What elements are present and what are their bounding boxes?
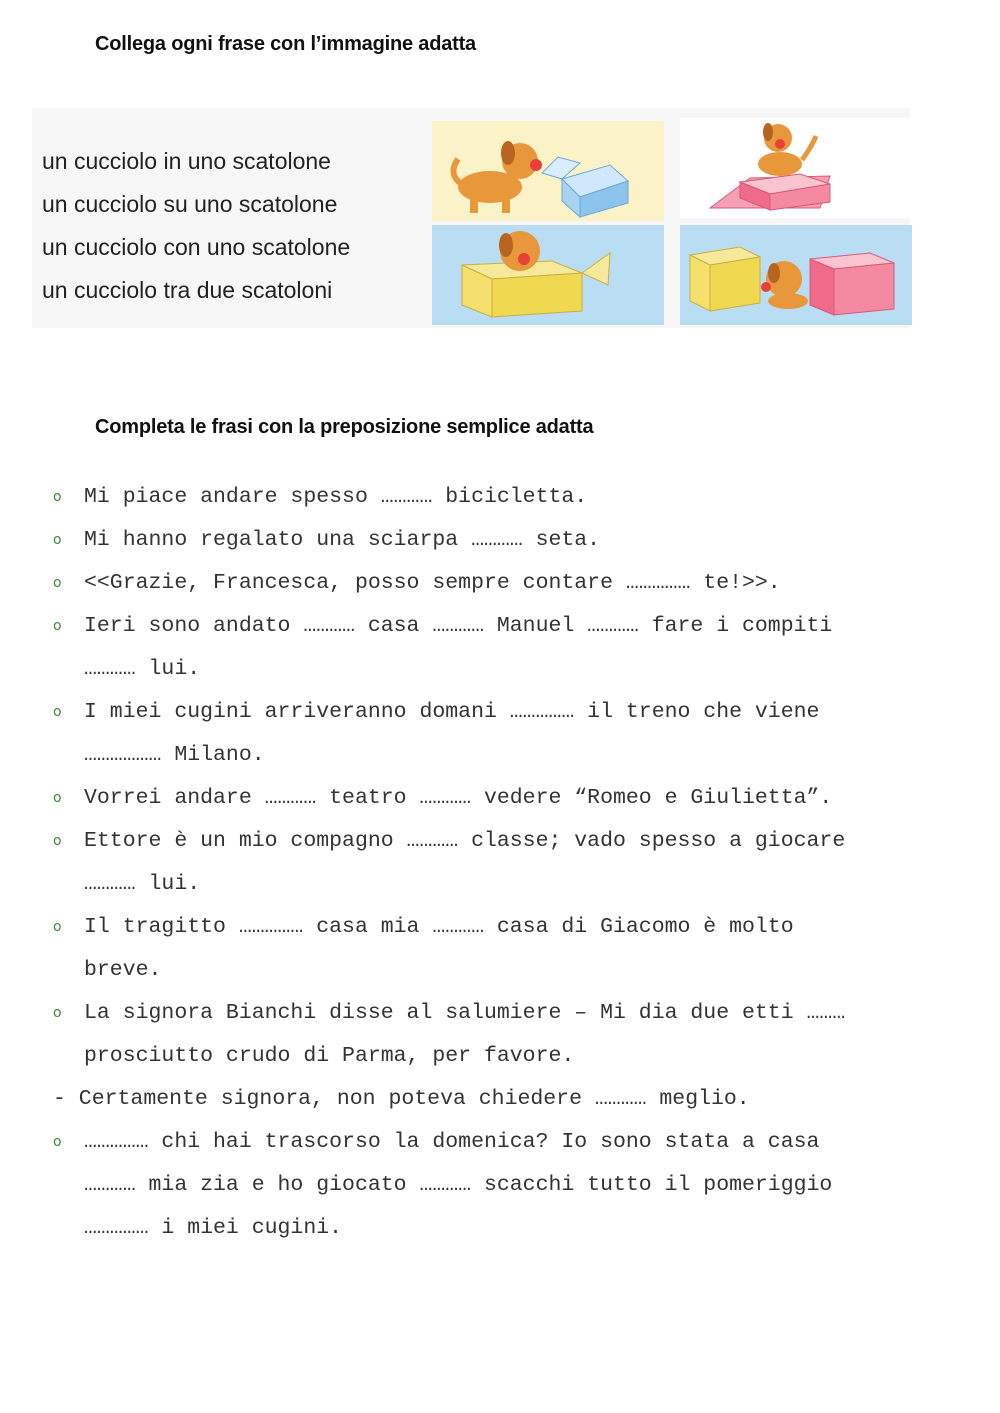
- exercise-line-continuation: [53, 863, 993, 906]
- bullet-icon: o: [53, 790, 62, 806]
- exercise-line: [53, 992, 993, 1035]
- bullet-icon: o: [53, 575, 62, 591]
- bullet-icon: o: [53, 919, 62, 935]
- sentence-text[interactable]: prosciutto crudo di Parma, per favore.: [84, 1044, 575, 1068]
- phrase-item[interactable]: un cucciolo con uno scatolone: [42, 234, 351, 260]
- bullet-icon: o: [53, 489, 62, 505]
- exercise-line-continuation: [53, 949, 993, 992]
- sentence-text[interactable]: <<Grazie, Francesca, posso sempre contare …………… te!>>.: [84, 571, 781, 595]
- sentence-text[interactable]: ………… lui.: [84, 872, 201, 896]
- bullet-icon: o: [53, 1134, 62, 1150]
- sentence-text[interactable]: ………… lui.: [84, 657, 201, 681]
- phrase-item[interactable]: un cucciolo in uno scatolone: [42, 148, 331, 174]
- sentence-text[interactable]: Mi piace andare spesso ………… bicicletta.: [84, 485, 588, 509]
- bullet-icon: o: [53, 618, 62, 634]
- exercise-line: [53, 476, 993, 519]
- exercise-line: [53, 519, 993, 562]
- exercise-line-dialogue: [53, 1078, 993, 1121]
- sentence-text[interactable]: I miei cugini arriveranno domani …………… il treno che viene: [84, 700, 820, 724]
- exercise-line: [53, 605, 993, 648]
- bullet-icon: o: [53, 532, 62, 548]
- bullet-icon: o: [53, 704, 62, 720]
- exercise-line-continuation: [53, 648, 993, 691]
- section2-title: Completa le frasi con la preposizione semplice adatta: [95, 416, 594, 438]
- exercise-line-continuation: [53, 734, 993, 777]
- bullet-icon: o: [53, 833, 62, 849]
- sentence-text[interactable]: Ieri sono andato ………… casa ………… Manuel ………… fare i compiti: [84, 614, 833, 638]
- exercise-list: [53, 476, 993, 1250]
- exercise-line: [53, 1121, 993, 1164]
- sentence-text[interactable]: …………… i miei cugini.: [84, 1216, 343, 1240]
- puppy-on-box-illustration[interactable]: [680, 118, 912, 218]
- sentence-text[interactable]: …………… chi hai trascorso la domenica? Io sono stata a casa: [84, 1130, 820, 1154]
- puppy-in-box-illustration[interactable]: [432, 225, 664, 325]
- sentence-text[interactable]: Mi hanno regalato una sciarpa ………… seta.: [84, 528, 601, 552]
- sentence-text[interactable]: Il tragitto …………… casa mia ………… casa di Giacomo è molto: [84, 915, 794, 939]
- exercise-line-continuation: [53, 1035, 993, 1078]
- puppy-with-box-illustration[interactable]: [432, 121, 664, 221]
- phrase-item[interactable]: un cucciolo su uno scatolone: [42, 191, 338, 217]
- puppy-between-boxes-illustration[interactable]: [680, 225, 912, 325]
- sentence-text[interactable]: La signora Bianchi disse al salumiere – Mi dia due etti ………: [84, 1001, 846, 1025]
- exercise-line-continuation: [53, 1164, 993, 1207]
- sentence-text[interactable]: ……………… Milano.: [84, 743, 265, 767]
- section1-title: Collega ogni frase con l’immagine adatta: [95, 33, 476, 55]
- phrase-item[interactable]: un cucciolo tra due scatoloni: [42, 277, 333, 303]
- phrase-list: [42, 140, 350, 312]
- sentence-text[interactable]: - Certamente signora, non poteva chiedere ………… meglio.: [53, 1087, 750, 1111]
- bullet-icon: o: [53, 1005, 62, 1021]
- sentence-text[interactable]: ………… mia zia e ho giocato ………… scacchi tutto il pomeriggio: [84, 1173, 833, 1197]
- sentence-text[interactable]: Vorrei andare ………… teatro ………… vedere “Romeo e Giulietta”.: [84, 786, 833, 810]
- exercise-line: [53, 906, 993, 949]
- exercise-line: [53, 777, 993, 820]
- sentence-text[interactable]: breve.: [84, 958, 162, 982]
- exercise-line: [53, 691, 993, 734]
- exercise-line: [53, 562, 993, 605]
- sentence-text[interactable]: Ettore è un mio compagno ………… classe; vado spesso a giocare: [84, 829, 846, 853]
- exercise-line: [53, 820, 993, 863]
- exercise-line-continuation: [53, 1207, 993, 1250]
